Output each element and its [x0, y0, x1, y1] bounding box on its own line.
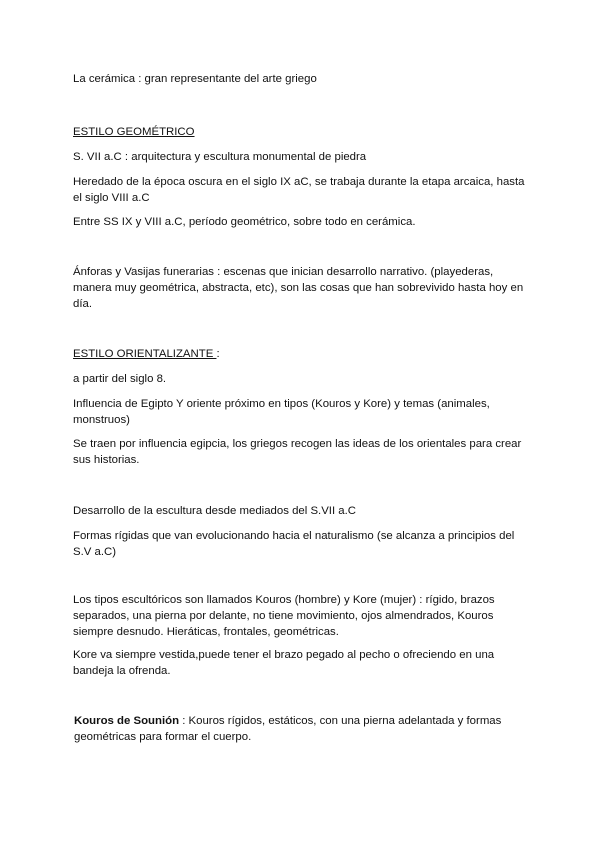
paragraph: Desarrollo de la escultura desde mediados del S.VII a.C [73, 505, 357, 517]
paragraph: Los tipos escultóricos son llamados Kouros (hombre) y Kore (mujer) : rígido, brazos separados, una pierna por delante, no tiene movimiento, ojos almendrados, Kouros siempre desnudo. Hieráticas, frontales, geométricas. [73, 594, 495, 638]
heading-estilo-geometrico-text: ESTILO GEOMÉTRICO [73, 126, 195, 138]
paragraph: Formas rígidas que van evolucionando hacia el naturalismo (se alcanza a principios del S.V a.C) [73, 530, 515, 558]
heading-colon: : [216, 348, 220, 360]
paragraph: Se traen por influencia egipcia, los griegos recogen las ideas de los orientales para crear sus historias. [73, 438, 522, 466]
kouros-sounion-term: Kouros de Sounión [74, 715, 180, 727]
paragraph: Ánforas y Vasijas funerarias : escenas que inician desarrollo narrativo. (playederas, manera muy geométrica, abstracta, etc), son las cosas que han sobrevivido hasta hoy en día. [73, 266, 524, 310]
paragraph: a partir del siglo 8. [73, 373, 167, 385]
paragraph: Kore va siempre vestida,puede tener el brazo pegado al pecho o ofreciendo en una bandeja la ofrenda. [73, 649, 495, 677]
paragraph: Heredado de la época oscura en el siglo IX aC, se trabaja durante la etapa arcaica, hasta el siglo VIII a.C [73, 176, 525, 204]
heading-estilo-geometrico [73, 124, 533, 140]
paragraph-kouros-sounion [74, 713, 534, 745]
heading-estilo-orientalizante [73, 346, 533, 362]
kouros-sounion-description: : Kouros rígidos, estáticos, con una pierna adelantada y formas geométricas para formar el cuerpo. [74, 715, 502, 743]
heading-estilo-orientalizante-text: ESTILO ORIENTALIZANTE [73, 348, 217, 360]
paragraph: Entre SS IX y VIII a.C, período geométrico, sobre todo en cerámica. [73, 216, 416, 228]
document-title: La cerámica : gran representante del arte griego [73, 73, 317, 85]
paragraph: Influencia de Egipto Y oriente próximo en tipos (Kouros y Kore) y temas (animales, monstruos) [73, 398, 490, 426]
paragraph: S. VII a.C : arquitectura y escultura monumental de piedra [73, 151, 367, 163]
